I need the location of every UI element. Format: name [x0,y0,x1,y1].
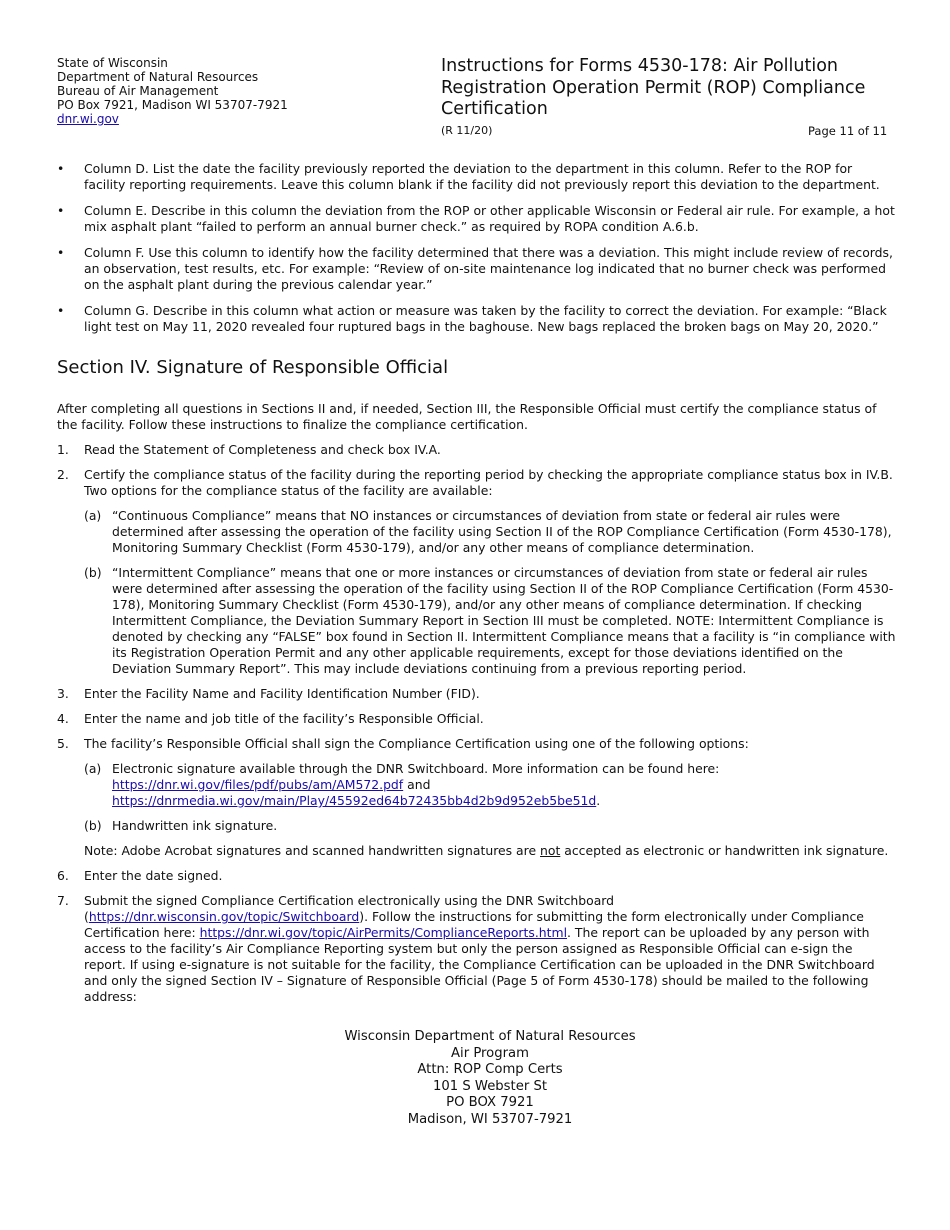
agency-website-link[interactable]: dnr.wi.gov [57,112,119,126]
note-text-after: accepted as electronic or handwritten ink signature. [564,843,889,858]
step-text-part-2: ). Follow the instructions for submitting the form electronically under Compliance Certification here: [84,909,864,940]
step-1 [57,442,897,458]
step-text-part-1: Submit the signed Compliance Certification electronically using the DNR Switchboard ( [84,893,615,924]
option-handwritten-signature [84,818,897,834]
agency-bureau: Bureau of Air Management [57,84,219,98]
note-emphasis-not: not [540,843,561,858]
option-continuous-compliance [84,508,897,556]
step-number: 6. [57,868,69,883]
compliance-options-list [84,508,897,677]
option-text: “Continuous Compliance” means that NO instances or circumstances of deviation from state or federal air rules were determined after assessing the operation of the facility using Section II of the ROP Compliance Certification (Form 4530-178), Monitoring Summary Checklist (Form 4530-179), and/or any other means of compliance determination. [112,508,892,555]
step-4 [57,711,897,727]
step-number: 1. [57,442,69,457]
list-item [57,245,897,293]
mailing-address [340,1029,640,1128]
step-number: 3. [57,686,69,701]
list-item [57,303,897,335]
step-3 [57,686,897,702]
step-number: 5. [57,736,69,751]
option-label: (a) [84,761,102,776]
address-line: 101 S Webster St [433,1078,547,1094]
signature-options-list [84,761,897,834]
step-6 [57,868,897,884]
period-text: . [596,793,601,808]
step-text: Enter the name and job title of the facility’s Responsible Official. [84,711,484,726]
option-label: (b) [84,565,102,580]
page-number: Page 11 of 11 [808,124,888,138]
column-f-text: Column F. Use this column to identify how the facility determined that there was a deviation. This might include review of records, an observation, test results, etc. For example: “Review of on-site maintenance log indicated that no burner check was performed on the asphalt plant during the previous calendar year.” [84,245,893,292]
agency-block [57,56,288,126]
signature-note [84,843,897,859]
option-label: (b) [84,818,102,833]
address-line: PO BOX 7921 [446,1095,534,1110]
agency-state: State of Wisconsin [57,56,168,70]
list-item [57,203,897,235]
option-text: Handwritten ink signature. [112,818,278,833]
option-label: (a) [84,508,102,523]
document-title: Instructions for Forms 4530-178: Air Pollution Registration Operation Permit (ROP) Compliance Certification [441,56,866,119]
bullet-icon: • [57,161,65,176]
step-2 [57,467,897,677]
column-instructions-list [57,161,897,345]
agency-department: Department of Natural Resources [57,70,259,84]
bullet-icon: • [57,245,65,260]
column-e-text: Column E. Describe in this column the deviation from the ROP or other applicable Wisconsin or Federal air rule. For example, a hot mix asphalt plant “failed to perform an annual burner check.” as required by ROPA condition A.6.b. [84,203,895,234]
step-number: 7. [57,893,69,908]
option-text: Electronic signature available through the DNR Switchboard. More information can be found here: [112,761,720,776]
section-heading: Section IV. Signature of Responsible Official [57,357,449,378]
step-text: Enter the Facility Name and Facility Identification Number (FID). [84,686,480,701]
address-line: Wisconsin Department of Natural Resources [344,1029,636,1044]
section-intro: After completing all questions in Sections II and, if needed, Section III, the Responsible Official must certify the compliance status of the facility. Follow these instructions to finalize the compliance certification. [57,401,877,432]
step-7 [57,893,897,1005]
step-number: 4. [57,711,69,726]
column-g-text: Column G. Describe in this column what action or measure was taken by the facility to correct the deviation. For example: “Black light test on May 11, 2020 revealed four ruptured bags in the baghouse. New bags replaced the broken bags on May 20, 2020.” [84,303,887,334]
step-number: 2. [57,467,69,482]
bullet-icon: • [57,303,65,318]
compliance-reports-link[interactable]: https://dnr.wi.gov/topic/AirPermits/ComplianceReports.html [199,925,568,940]
and-text: and [407,777,431,792]
address-line: Madison, WI 53707-7921 [407,1111,573,1127]
agency-address: PO Box 7921, Madison WI 53707-7921 [57,98,288,112]
note-text-before: Note: Adobe Acrobat signatures and scanned handwritten signatures are [84,843,537,858]
step-text: Read the Statement of Completeness and check box IV.A. [84,442,441,457]
step-text: Enter the date signed. [84,868,223,883]
option-intermittent-compliance [84,565,897,677]
column-d-text: Column D. List the date the facility previously reported the deviation to the department in this column. Refer to the ROP for facility reporting requirements. Leave this column blank if the facility did not previously report this deviation to the department. [84,161,880,192]
step-text-part-3: . The report can be uploaded by any person with access to the facility’s Air Compliance Reporting system but only the person assigned as Responsible Official can e-sign the report. If using e-signature is not suitable for the facility, the Compliance Certification can be uploaded in the DNR Switchboard and only the signed Section IV – Signature of Responsible Official (Page 5 of Form 4530-178) should be mailed to the following address: [84,925,875,1004]
steps-list [57,442,897,1014]
am572-pdf-link[interactable]: https://dnr.wi.gov/files/pdf/pubs/am/AM572.pdf [112,777,404,792]
dnrmedia-video-link[interactable]: https://dnrmedia.wi.gov/main/Play/45592ed64b72435bb4d2b9d952eb5be51d [112,793,597,808]
switchboard-link[interactable]: https://dnr.wisconsin.gov/topic/Switchboard [88,909,360,924]
address-line: Air Program [451,1045,529,1061]
option-electronic-signature [84,761,897,809]
step-5 [57,736,897,859]
revision-label: (R 11/20) [441,124,493,137]
step-text: The facility’s Responsible Official shall sign the Compliance Certification using one of the following options: [84,736,749,751]
address-line: Attn: ROP Comp Certs [417,1062,563,1077]
step-text: Certify the compliance status of the facility during the reporting period by checking the appropriate compliance status box in IV.B. Two options for the compliance status of the facility are available: [84,467,893,498]
list-item [57,161,897,193]
bullet-icon: • [57,203,65,218]
option-text: “Intermittent Compliance” means that one or more instances or circumstances of deviation from state or federal air rules were determined after assessing the operation of the facility using Section II of the ROP Compliance Certification (Form 4530-178), Monitoring Summary Checklist (Form 4530-179), and/or any other means of compliance determination. If checking Intermittent Compliance, the Deviation Summary Report in Section III must be completed. NOTE: Intermittent Compliance is denoted by checking any “FALSE” box found in Section II. Intermittent Compliance means that a facility is “in compliance with its Registration Operation Permit and any other applicable requirements, except for those deviations identified on the Deviation Summary Report”. This may include deviations continuing from a previous reporting period. [112,565,896,676]
